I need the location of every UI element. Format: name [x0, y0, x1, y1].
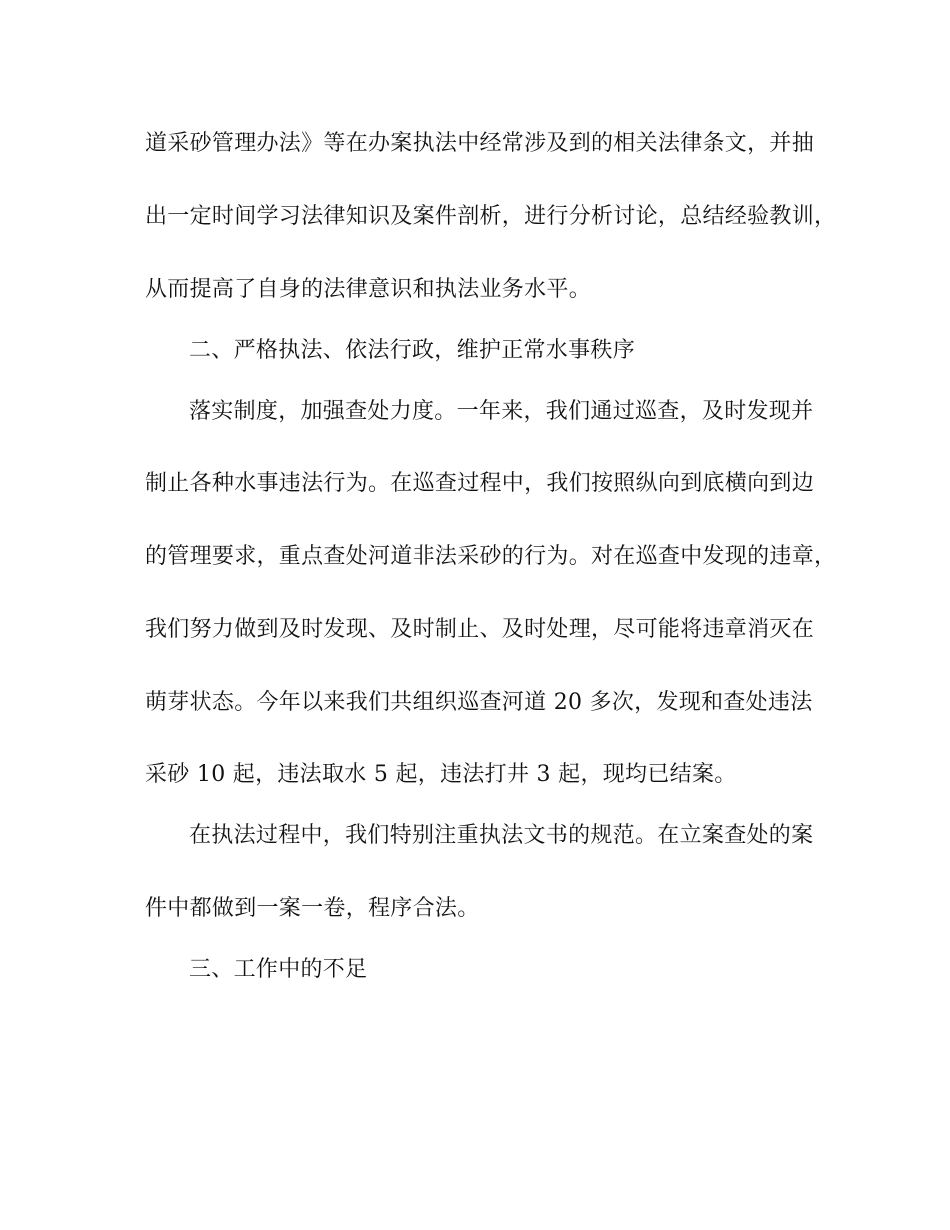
paragraph-line: 落实制度，加强查处力度。一年来，我们通过巡查，及时发现并	[189, 399, 814, 424]
paragraph-line: 出一定时间学习法律知识及案件剖析，进行分析讨论，总结经验教训，	[145, 204, 837, 229]
paragraph-line: 在执法过程中，我们特别注重执法文书的规范。在立案查处的案	[189, 823, 814, 848]
paragraph-line: 件中都做到一案一卷，程序合法。	[145, 896, 480, 921]
paragraph-line: 我们努力做到及时发现、及时制止、及时处理，尽可能将违章消灭在	[145, 617, 815, 642]
section-heading: 三、工作中的不足	[189, 957, 368, 982]
paragraph-line: 制止各种水事违法行为。在巡查过程中，我们按照纵向到底横向到边	[145, 471, 815, 496]
paragraph-line: 道采砂管理办法》等在办案执法中经常涉及到的相关法律条文，并抽	[145, 131, 815, 156]
paragraph-line: 采砂 10 起，违法取水 5 起，违法打井 3 起，现均已结案。	[145, 762, 737, 787]
paragraph-line: 从而提高了自身的法律意识和执法业务水平。	[145, 277, 592, 302]
paragraph-line: 萌芽状态。今年以来我们共组织巡查河道 20 多次，发现和查处违法	[145, 690, 813, 715]
paragraph-line: 的管理要求，重点查处河道非法采砂的行为。对在巡查中发现的违章，	[145, 544, 837, 569]
section-heading: 二、严格执法、依法行政，维护正常水事秩序	[189, 338, 636, 363]
